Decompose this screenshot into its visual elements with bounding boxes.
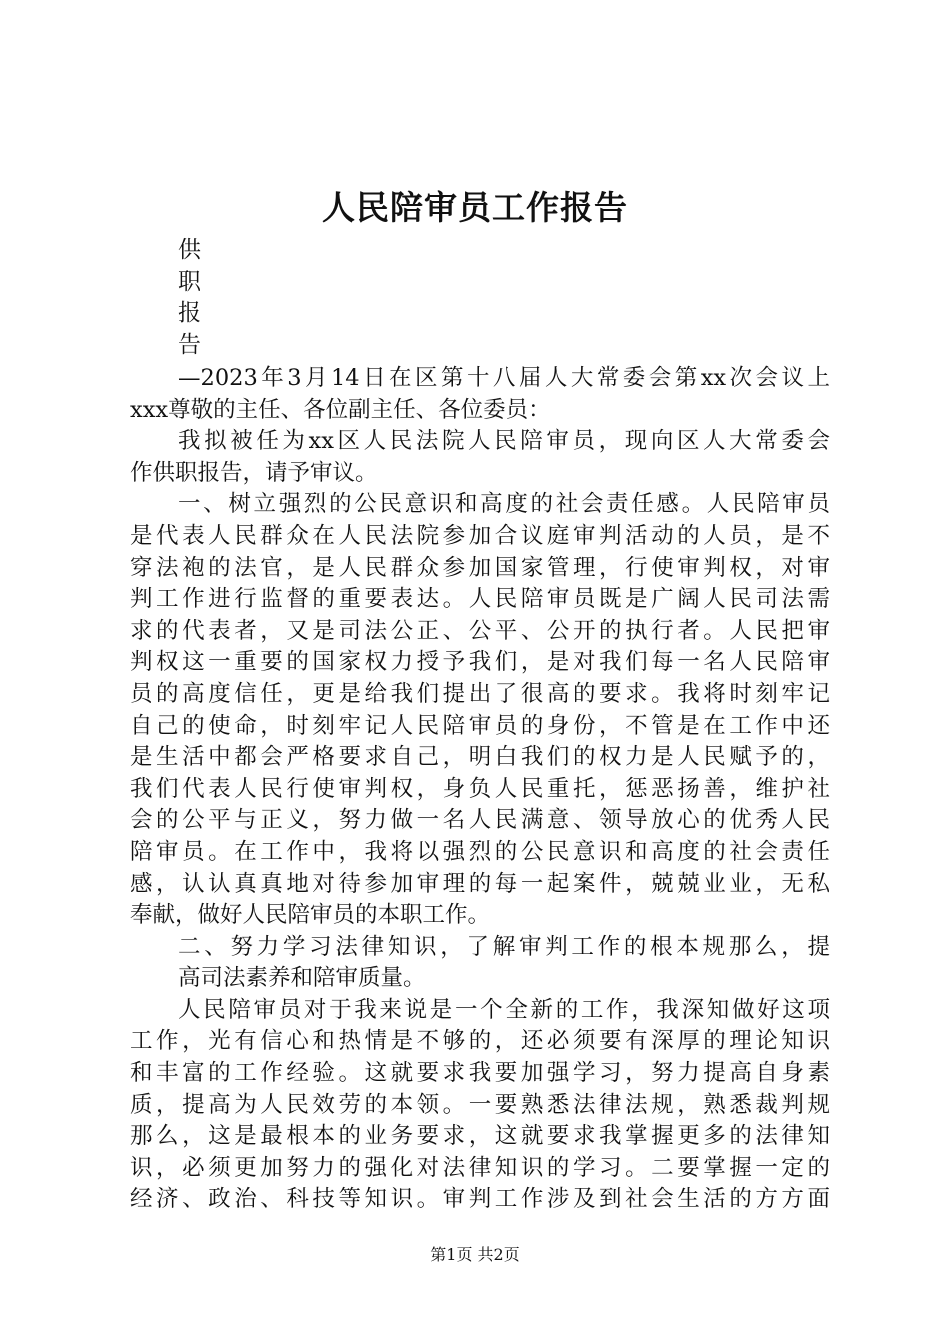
vertical-heading-char: 报 — [178, 300, 201, 326]
page-footer: 第1页 共2页 — [430, 1245, 520, 1264]
body-text-line: 识，必须更加努力的强化对法律知识的学习。二要掌握一定的 — [130, 1154, 830, 1181]
body-text-line: 工作，光有信心和热情是不够的，还必须要有深厚的理论知识 — [130, 1028, 830, 1055]
body-text-line: 穿法袍的法官，是人民群众参加国家管理，行使审判权，对审 — [130, 554, 830, 581]
body-text-line: 判权这一重要的国家权力授予我们，是对我们每一名人民陪审 — [130, 649, 830, 676]
body-text-line: —2023年3月14日在区第十八届人大常委会第xx次会议上 — [178, 365, 830, 391]
body-text-line: 陪审员。在工作中，我将以强烈的公民意识和高度的社会责任 — [130, 838, 830, 865]
body-text-line: 质，提高为人民效劳的本领。一要熟悉法律法规，熟悉裁判规 — [130, 1091, 830, 1118]
body-text-line: 感，认认真真地对待参加审理的每一起案件，兢兢业业，无私 — [130, 870, 830, 897]
body-text-line: 自己的使命，时刻牢记人民陪审员的身份，不管是在工作中还 — [130, 712, 830, 739]
document-body — [130, 363, 830, 1216]
body-text-line: 是生活中都会严格要求自己，明白我们的权力是人民赋予的， — [130, 744, 830, 771]
body-text-line: 和丰富的工作经验。这就要求我要加强学习，努力提高自身素 — [130, 1060, 830, 1087]
body-text-line: 一、树立强烈的公民意识和高度的社会责任感。人民陪审员 — [178, 491, 830, 518]
body-text-line: 我拟被任为xx区人民法院人民陪审员，现向区人大常委会 — [178, 428, 830, 455]
body-text-line: 作供职报告，请予审议。 — [130, 459, 378, 486]
vertical-heading-char: 职 — [178, 268, 201, 295]
body-text-line: 员的高度信任，更是给我们提出了很高的要求。我将时刻牢记 — [130, 680, 830, 707]
vertical-heading-char: 告 — [178, 331, 201, 358]
vertical-heading-char: 供 — [178, 237, 201, 263]
body-text-line: 高司法素养和陪审质量。 — [178, 965, 426, 992]
body-text-line: 求的代表者，又是司法公正、公平、公开的执行者。人民把审 — [130, 617, 830, 644]
body-text-line: 经济、政治、科技等知识。审判工作涉及到社会生活的方方面 — [130, 1186, 830, 1213]
body-text-line: 二、努力学习法律知识，了解审判工作的根本规那么，提 — [178, 933, 830, 960]
body-text-line: xxx尊敬的主任、各位副主任、各位委员： — [130, 396, 551, 423]
body-text-line: 人民陪审员对于我来说是一个全新的工作，我深知做好这项 — [178, 996, 830, 1023]
document-title: 人民陪审员工作报告 — [322, 188, 628, 227]
body-text-line: 我们代表人民行使审判权，身负人民重托，惩恶扬善，维护社 — [130, 775, 830, 802]
body-text-line: 会的公平与正义，努力做一名人民满意、领导放心的优秀人民 — [130, 807, 830, 834]
body-text-line: 是代表人民群众在人民法院参加合议庭审判活动的人员，是不 — [130, 522, 830, 549]
body-text-line: 判工作进行监督的重要表达。人民陪审员既是广阔人民司法需 — [130, 586, 830, 613]
vertical-heading — [178, 235, 208, 361]
body-text-line: 那么，这是最根本的业务要求，这就要求我掌握更多的法律知 — [130, 1123, 830, 1150]
body-text-line: 奉献，做好人民陪审员的本职工作。 — [130, 902, 491, 929]
